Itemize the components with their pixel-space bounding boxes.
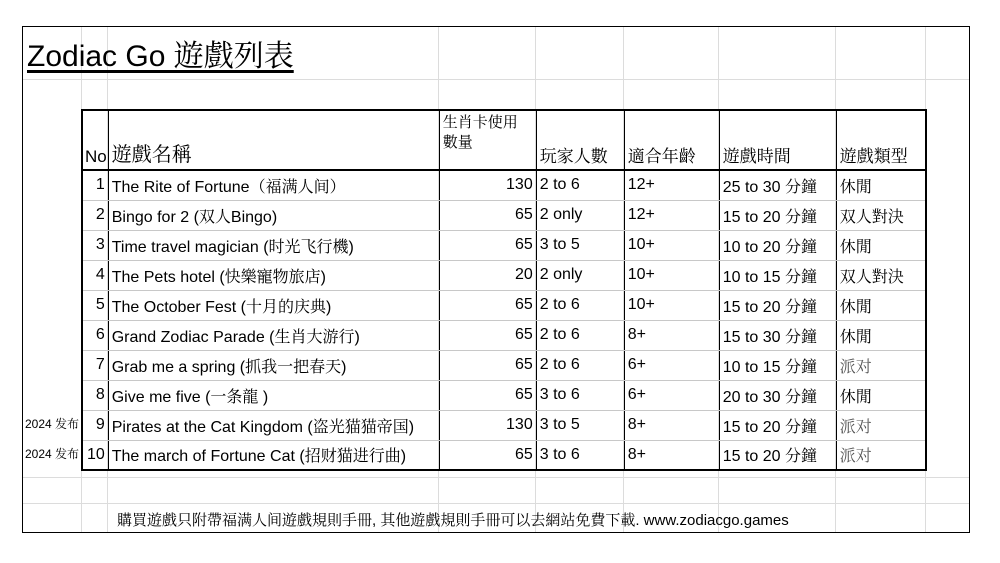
- table-row: [82, 410, 926, 440]
- table-row: [82, 440, 926, 470]
- cell-age: 10+: [624, 290, 719, 320]
- cell-card-count: 130: [439, 410, 536, 440]
- cell-card-count: 130: [439, 170, 536, 200]
- cell-play-time: 10 to 15 分鐘: [719, 350, 836, 380]
- grid-line: [23, 503, 969, 504]
- cell-players: 3 to 5: [536, 410, 624, 440]
- cell-game-type: 双人對決: [836, 200, 926, 230]
- cell-play-time: 20 to 30 分鐘: [719, 380, 836, 410]
- cell-game-name: Grand Zodiac Parade (生肖大游行): [108, 320, 439, 350]
- cell-game-type: 休閒: [836, 290, 926, 320]
- grid-line: [23, 79, 969, 80]
- cell-age: 6+: [624, 380, 719, 410]
- cell-card-count: 65: [439, 380, 536, 410]
- cell-age: 10+: [624, 230, 719, 260]
- table-row: [82, 170, 926, 200]
- cell-players: 2 to 6: [536, 170, 624, 200]
- header-name: 遊戲名稱: [108, 110, 439, 170]
- release-note: 2024 发布: [24, 447, 79, 461]
- cell-age: 12+: [624, 200, 719, 230]
- cell-age: 12+: [624, 170, 719, 200]
- grid-line: [23, 477, 969, 478]
- table-row: [82, 260, 926, 290]
- table-row: [82, 200, 926, 230]
- cell-card-count: 65: [439, 290, 536, 320]
- cell-play-time: 25 to 30 分鐘: [719, 170, 836, 200]
- header-players: 玩家人數: [536, 110, 624, 170]
- cell-game-type: 休閒: [836, 230, 926, 260]
- header-age: 適合年齡: [624, 110, 719, 170]
- cell-game-type: 派对: [836, 350, 926, 380]
- cell-no: 6: [82, 320, 108, 350]
- footer-note: 購買遊戲只附帶福满人间遊戲規則手冊, 其他遊戲規則手冊可以去網站免費下載. www.zodiacgo.games: [117, 512, 789, 529]
- cell-game-type: 休閒: [836, 170, 926, 200]
- cell-card-count: 65: [439, 200, 536, 230]
- cell-players: 2 to 6: [536, 350, 624, 380]
- cell-age: 8+: [624, 410, 719, 440]
- table-row: [82, 230, 926, 260]
- cell-play-time: 15 to 30 分鐘: [719, 320, 836, 350]
- cell-play-time: 10 to 20 分鐘: [719, 230, 836, 260]
- games-table: [81, 109, 927, 471]
- cell-game-name: The march of Fortune Cat (招财猫进行曲): [108, 440, 439, 470]
- cell-card-count: 65: [439, 230, 536, 260]
- cell-card-count: 20: [439, 260, 536, 290]
- cell-players: 3 to 6: [536, 440, 624, 470]
- cell-no: 9: [82, 410, 108, 440]
- cell-card-count: 65: [439, 320, 536, 350]
- cell-age: 10+: [624, 260, 719, 290]
- cell-game-name: Pirates at the Cat Kingdom (盗光猫猫帝国): [108, 410, 439, 440]
- cell-game-type: 派对: [836, 440, 926, 470]
- header-time: 遊戲時間: [719, 110, 836, 170]
- cell-card-count: 65: [439, 350, 536, 380]
- cell-no: 4: [82, 260, 108, 290]
- cell-age: 8+: [624, 440, 719, 470]
- cell-play-time: 15 to 20 分鐘: [719, 440, 836, 470]
- cell-game-name: Give me five (一条龍 ): [108, 380, 439, 410]
- table-row: [82, 320, 926, 350]
- cell-card-count: 65: [439, 440, 536, 470]
- cell-game-name: Bingo for 2 (双人Bingo): [108, 200, 439, 230]
- header-cards-line1: 生肖卡使用: [442, 114, 518, 131]
- cell-players: 2 only: [536, 260, 624, 290]
- table-row: [82, 380, 926, 410]
- header-no: No: [82, 110, 108, 170]
- cell-game-name: Time travel magician (时光飞行機): [108, 230, 439, 260]
- sheet-title: Zodiac Go 遊戲列表: [27, 40, 294, 73]
- cell-players: 2 to 6: [536, 320, 624, 350]
- table-row: [82, 290, 926, 320]
- cell-no: 7: [82, 350, 108, 380]
- cell-no: 2: [82, 200, 108, 230]
- cell-game-type: 派对: [836, 410, 926, 440]
- spreadsheet-sheet: [22, 26, 970, 533]
- release-note: 2024 发布: [24, 417, 79, 431]
- table-row: [82, 350, 926, 380]
- header-type: 遊戲類型: [836, 110, 926, 170]
- header-cards: [439, 110, 536, 170]
- cell-players: 3 to 5: [536, 230, 624, 260]
- cell-play-time: 15 to 20 分鐘: [719, 290, 836, 320]
- cell-game-name: The Rite of Fortune（福满人间）: [108, 170, 439, 200]
- header-cards-line2: 數量: [442, 134, 473, 151]
- cell-no: 1: [82, 170, 108, 200]
- cell-play-time: 10 to 15 分鐘: [719, 260, 836, 290]
- cell-no: 3: [82, 230, 108, 260]
- cell-no: 8: [82, 380, 108, 410]
- cell-play-time: 15 to 20 分鐘: [719, 410, 836, 440]
- cell-game-name: The Pets hotel (快樂寵物旅店): [108, 260, 439, 290]
- cell-game-type: 休閒: [836, 380, 926, 410]
- cell-players: 2 only: [536, 200, 624, 230]
- table-header-row: [82, 110, 926, 170]
- cell-game-type: 休閒: [836, 320, 926, 350]
- cell-age: 6+: [624, 350, 719, 380]
- cell-game-name: The October Fest (十月的庆典): [108, 290, 439, 320]
- cell-game-type: 双人對決: [836, 260, 926, 290]
- cell-play-time: 15 to 20 分鐘: [719, 200, 836, 230]
- cell-no: 5: [82, 290, 108, 320]
- cell-age: 8+: [624, 320, 719, 350]
- cell-players: 2 to 6: [536, 290, 624, 320]
- cell-no: 10: [82, 440, 108, 470]
- cell-game-name: Grab me a spring (抓我一把春天): [108, 350, 439, 380]
- cell-players: 3 to 6: [536, 380, 624, 410]
